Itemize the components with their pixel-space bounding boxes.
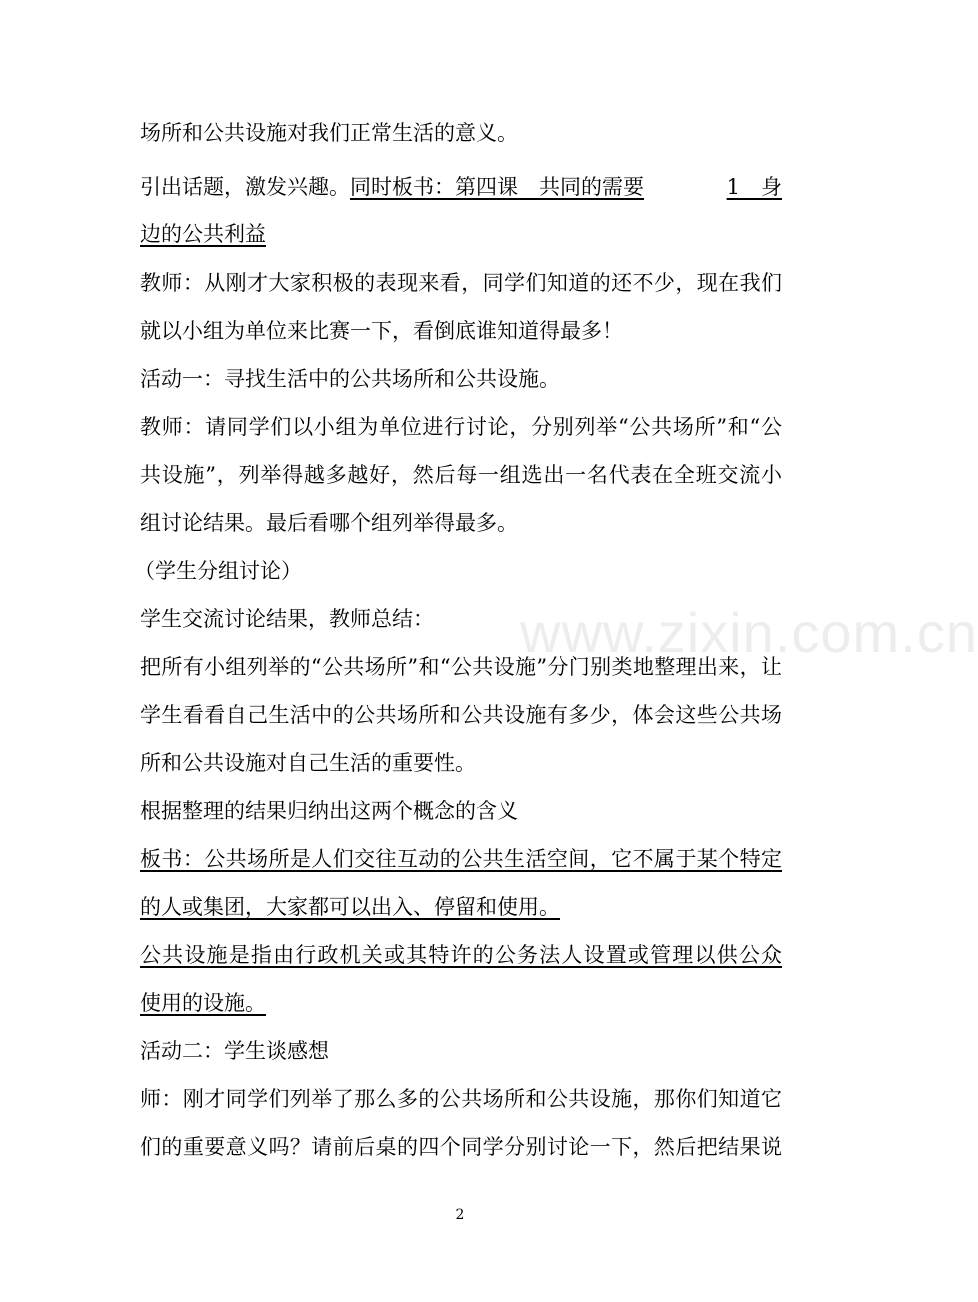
text-line: 共设施”，列举得越多越好，然后每一组选出一名代表在全班交流小 [140, 463, 782, 487]
text-line: 师：刚才同学们列举了那么多的公共场所和公共设施，那你们知道它 [140, 1087, 782, 1111]
activity-heading: 活动一：寻找生活中的公共场所和公共设施。 [140, 367, 560, 391]
page-number: 2 [455, 1207, 465, 1223]
board-writing-definition: 使用的设施。 [140, 991, 266, 1015]
text-line: （学生分组讨论） [134, 559, 302, 583]
text-line: 所和公共设施对自己生活的重要性。 [140, 751, 476, 775]
board-writing-number: 1 身 [726, 175, 782, 199]
text-line: 把所有小组列举的“公共场所”和“公共设施”分门别类地整理出来，让 [140, 655, 782, 679]
activity-heading: 活动二：学生谈感想 [140, 1039, 329, 1063]
text-line [140, 172, 782, 202]
text-line: 学生交流讨论结果，教师总结： [140, 607, 434, 631]
text-segment: 引出话题，激发兴趣。 [140, 175, 350, 199]
text-line: 就以小组为单位来比赛一下，看倒底谁知道得最多！ [140, 319, 623, 343]
board-writing-definition: 的人或集团，大家都可以出入、停留和使用。 [140, 895, 560, 919]
board-writing-definition: 公共设施是指由行政机关或其特许的公务法人设置或管理以供公众 [140, 943, 782, 967]
board-writing-definition: 板书：公共场所是人们交往互动的公共生活空间，它不属于某个特定 [140, 847, 782, 871]
text-line: 教师：从刚才大家积极的表现来看，同学们知道的还不少，现在我们 [140, 271, 782, 295]
text-line: 学生看看自己生活中的公共场所和公共设施有多少，体会这些公共场 [140, 703, 782, 727]
text-line: 根据整理的结果归纳出这两个概念的含义 [140, 799, 518, 823]
text-line: 组讨论结果。最后看哪个组列举得最多。 [140, 511, 518, 535]
text-line: 场所和公共设施对我们正常生活的意义。 [140, 121, 518, 145]
text-line: 教师：请同学们以小组为单位进行讨论，分别列举“公共场所”和“公 [140, 415, 782, 439]
board-writing-subtitle: 边的公共利益 [140, 222, 266, 246]
text-line: 们的重要意义吗？请前后桌的四个同学分别讨论一下，然后把结果说 [140, 1135, 782, 1159]
board-writing-title: 同时板书：第四课 共同的需要 [350, 175, 644, 199]
watermark: www.zixin.com.cn [520, 601, 978, 664]
